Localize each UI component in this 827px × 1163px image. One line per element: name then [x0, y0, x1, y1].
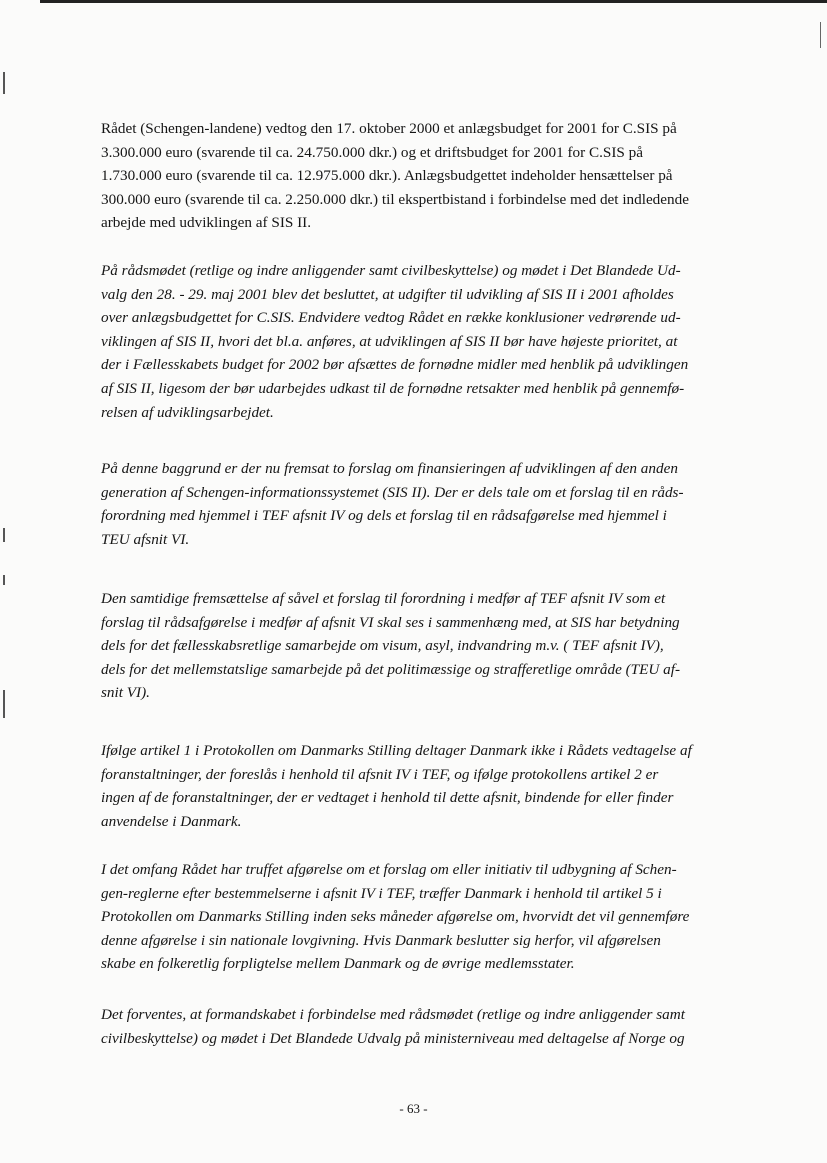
paragraph-protocol-article-1: [101, 739, 751, 833]
text-line: valg den 28. - 29. maj 2001 blev det besluttet, at udgifter til udvikling af SIS II i 2001 afholdes: [101, 285, 674, 303]
paragraph-simultaneous: [101, 587, 751, 705]
text-line: der i Fællesskabets budget for 2002 bør afsættes de fornødne midler med henblik på udviklingen: [101, 356, 689, 374]
binding-edge-mark: [3, 72, 5, 94]
text-line: civilbeskyttelse) og mødet i Det Blandede Udvalg på ministerniveau med deltagelse af Norge og: [101, 1029, 685, 1047]
text-line: På rådsmødet (retlige og indre anliggender samt civilbeskyttelse) og mødet i Det Blandede Ud-: [101, 262, 681, 279]
text-line: På denne baggrund er der nu fremsat to forslag om finansieringen af udviklingen af den anden: [101, 460, 678, 477]
text-line: dels for det fællesskabsretlige samarbejde om visum, asyl, indvandring m.v. ( TEF afsnit IV),: [101, 637, 664, 655]
text-line: Den samtidige fremsættelse af såvel et forslag til forordning i medfør af TEF afsnit IV som et: [101, 590, 666, 607]
text-line: generation af Schengen-informationssystemet (SIS II). Der er dels tale om et forslag til en råds-: [101, 483, 684, 501]
text-line: 300.000 euro (svarende til ca. 2.250.000 dkr.) til ekspertbistand i forbindelse med det indledende: [101, 190, 689, 208]
text-line: anvendelse i Danmark.: [101, 812, 242, 830]
text-line: gen-reglerne efter bestemmelserne i afsnit IV i TEF, træffer Danmark i henhold til artikel 5 i: [101, 884, 662, 902]
text-line: foranstaltninger, der foreslås i henhold til afsnit IV i TEF, og ifølge protokollens artikel 2 er: [101, 765, 659, 783]
text-line: Rådet (Schengen-landene) vedtog den 17. oktober 2000 et anlægsbudget for 2001 for C.SIS på: [101, 120, 677, 137]
paragraph-protocol-article-5: [101, 858, 751, 976]
text-line: denne afgørelse i sin nationale lovgivning. Hvis Danmark beslutter sig herfor, vil afgørelsen: [101, 931, 661, 949]
text-line: skabe en folkeretlig forpligtelse mellem Danmark og de øvrige medlemsstater.: [101, 955, 575, 973]
text-line: arbejde med udviklingen af SIS II.: [101, 214, 312, 232]
paragraph-council-meeting: [101, 259, 751, 424]
text-line: 1.730.000 euro (svarende til ca. 12.975.000 dkr.). Anlægsbudgettet indeholder hensættelser på: [101, 167, 673, 185]
scan-edge-mark: [820, 22, 821, 48]
text-line: forordning med hjemmel i TEF afsnit IV og dels et forslag til en rådsafgørelse med hjemmel i: [101, 507, 667, 525]
text-line: dels for det mellemstatslige samarbejde på det politimæssige og strafferetlige område (TEU af-: [101, 660, 681, 678]
binding-edge-mark: [3, 690, 5, 718]
text-line: forslag til rådsafgørelse i medfør af afsnit VI skal ses i sammenhæng med, at SIS har betydning: [101, 613, 680, 631]
binding-edge-mark: [3, 528, 5, 542]
top-rule: [40, 0, 827, 3]
text-line: relsen af udviklingsarbejdet.: [101, 403, 274, 421]
binding-edge-mark: [3, 575, 5, 585]
text-line: snit VI).: [101, 684, 150, 702]
text-line: Ifølge artikel 1 i Protokollen om Danmarks Stilling deltager Danmark ikke i Rådets vedtagelse af: [101, 742, 692, 759]
text-line: ingen af de foranstaltninger, der er vedtaget i henhold til dette afsnit, bindende for eller finder: [101, 789, 674, 807]
text-line: 3.300.000 euro (svarende til ca. 24.750.000 dkr.) og et driftsbudget for 2001 for C.SIS på: [101, 143, 644, 161]
paragraph-budget: [101, 117, 751, 235]
text-line: af SIS II, ligesom der bør udarbejdes udkast til de fornødne retsakter med henblik på gennemfø-: [101, 379, 685, 397]
text-line: Det forventes, at formandskabet i forbindelse med rådsmødet (retlige og indre anliggender samt: [101, 1006, 685, 1023]
text-line: Protokollen om Danmarks Stilling inden seks måneder afgørelse om, hvorvidt det vil gennemføre: [101, 908, 690, 926]
text-line: over anlægsbudgettet for C.SIS. Endvidere vedtog Rådet en række konklusioner vedrørende ud-: [101, 309, 681, 327]
text-line: TEU afsnit VI.: [101, 530, 190, 548]
page-number: - 63 -: [399, 1101, 428, 1116]
text-line: viklingen af SIS II, hvori det bl.a. anføres, at udviklingen af SIS II bør have højeste prioritet, at: [101, 332, 678, 350]
paragraph-proposals: [101, 457, 751, 551]
paragraph-presidency: [101, 1003, 751, 1050]
text-line: I det omfang Rådet har truffet afgørelse om et forslag om eller initiativ til udbygning af Schen-: [101, 861, 677, 878]
